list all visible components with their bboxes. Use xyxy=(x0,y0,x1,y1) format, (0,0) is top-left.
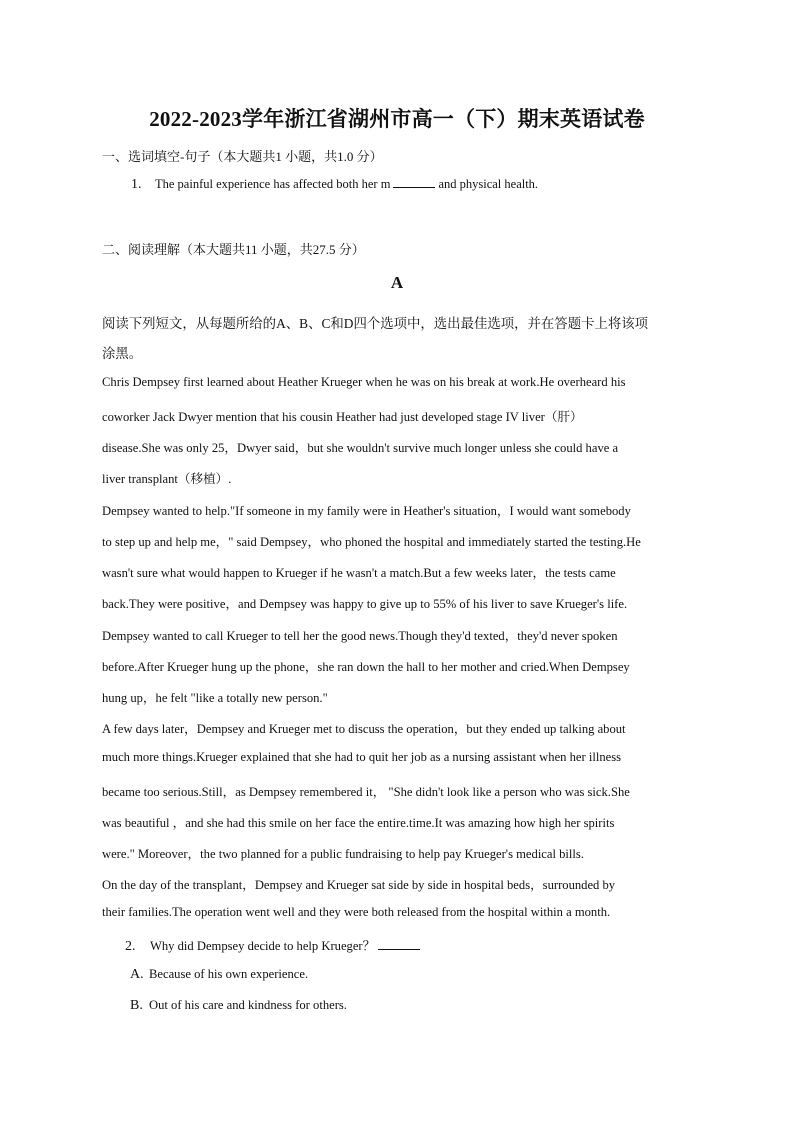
question-1-blank xyxy=(393,176,435,188)
question-2-text: Why did Dempsey decide to help Krueger？ xyxy=(150,939,376,953)
passage-line: much more things.Krueger explained that she had to quit her job as a nursing assistant when her illness xyxy=(102,750,622,764)
question-2 xyxy=(125,935,423,955)
passage-line: hung up，he felt "like a totally new person." xyxy=(102,691,328,705)
option-a[interactable] xyxy=(130,967,308,983)
question-1 xyxy=(131,176,538,193)
passage-line: was beautiful ，and she had this smile on her face the entire.time.It was amazing how high her spirits xyxy=(102,816,615,830)
section-2-heading: 二、阅读理解（本大题共11 小题，共27.5 分） xyxy=(102,242,365,257)
passage-line: liver transplant（移植）. xyxy=(102,472,232,486)
passage-line: back.They were positive，and Dempsey was happy to give up to 55% of his liver to save Krueger's life. xyxy=(102,597,628,611)
passage-line: their families.The operation went well and they were both released from the hospital within a month. xyxy=(102,905,611,919)
option-a-text: Because of his own experience. xyxy=(149,967,309,981)
section-1-heading: 一、选词填空-句子（本大题共1 小题，共1.0 分） xyxy=(102,149,383,164)
question-1-text-before: The painful experience has affected both her m xyxy=(155,177,391,191)
passage-line: Chris Dempsey first learned about Heather Krueger when he was on his break at work.He overheard his xyxy=(102,375,626,389)
passage-line: A few days later，Dempsey and Krueger met to discuss the operation，but they ended up talking about xyxy=(102,722,626,736)
option-a-label: A. xyxy=(130,967,144,982)
passage-letter: A xyxy=(390,273,404,292)
passage-line: to step up and help me，" said Dempsey，who phoned the hospital and immediately started the testing.He xyxy=(102,535,641,549)
passage-line: On the day of the transplant，Dempsey and Krueger sat side by side in hospital beds，surrounded by xyxy=(102,878,616,892)
passage-line: coworker Jack Dwyer mention that his cousin Heather had just developed stage IV liver（肝） xyxy=(102,410,583,424)
passage-line: before.After Krueger hung up the phone，she ran down the hall to her mother and cried.When Dempsey xyxy=(102,660,630,674)
question-1-number: 1. xyxy=(131,177,142,192)
question-2-blank xyxy=(378,938,420,950)
page-title: 2022-2023学年浙江省湖州市高一（下）期末英语试卷 xyxy=(149,107,645,131)
passage-line: disease.She was only 25，Dwyer said，but she wouldn't survive much longer unless she could have a xyxy=(102,441,619,455)
option-b-label: B. xyxy=(130,998,143,1013)
passage-line: Dempsey wanted to call Krueger to tell her the good news.Though they'd texted，they'd never spoken xyxy=(102,629,618,643)
passage-line: Dempsey wanted to help."If someone in my family were in Heather's situation，I would want somebody xyxy=(102,504,631,518)
passage-line: were." Moreover，the two planned for a public fundraising to help pay Krueger's medical bills. xyxy=(102,847,584,861)
passage-line: wasn't sure what would happen to Krueger if he wasn't a match.But a few weeks later，the tests came xyxy=(102,566,616,580)
instruction-line: 阅读下列短文，从每题所给的A、B、C和D四个选项中，选出最佳选项，并在答题卡上将该项 xyxy=(102,316,649,331)
instruction-line: 涂黑。 xyxy=(102,346,143,361)
question-1-text-after: and physical health. xyxy=(438,177,539,191)
question-2-number: 2. xyxy=(125,939,136,954)
passage-line: became too serious.Still，as Dempsey remembered it， "She didn't look like a person who was sick.She xyxy=(102,785,630,799)
option-b-text: Out of his care and kindness for others. xyxy=(149,998,347,1012)
option-b[interactable] xyxy=(130,998,347,1014)
